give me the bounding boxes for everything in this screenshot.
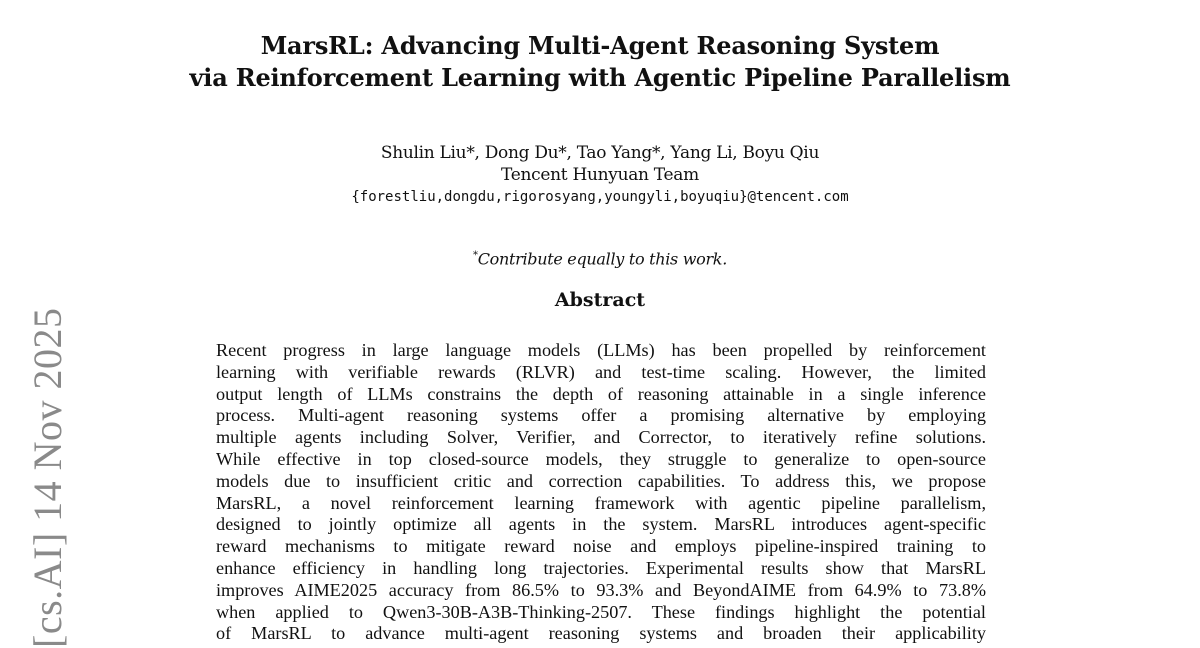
equal-contribution-note xyxy=(0,245,1200,270)
author-block xyxy=(0,142,1200,208)
title-line-2: via Reinforcement Learning with Agentic Pipeline Parallelism xyxy=(189,63,1011,92)
abstract-line: designed to jointly optimize all agents in the system. MarsRL introduces agent-specific xyxy=(216,514,986,535)
abstract-line: Recent progress in large language models (LLMs) has been propelled by reinforcement xyxy=(216,340,986,360)
abstract-line: when applied to Qwen3-30B-A3B-Thinking-2507. These findings highlight the potential xyxy=(216,601,986,622)
abstract-line: reward mechanisms to mitigate reward noise and employs pipeline-inspired training to xyxy=(216,536,986,557)
abstract-line: enhance efficiency in handling long trajectories. Experimental results show that MarsRL xyxy=(216,557,986,578)
author-email[interactable]: {forestliu,dongdu,rigorosyang,youngyli,boyuqiu}@tencent.com xyxy=(351,189,849,205)
abstract-line: improves AIME2025 accuracy from 86.5% to 93.3% and BeyondAIME from 64.9% to 73.8% xyxy=(216,579,986,600)
abstract-line: of MarsRL to advance multi-agent reasoning systems and broaden their applicability xyxy=(216,623,986,644)
paper-title xyxy=(0,30,1200,94)
author-affiliation: Tencent Hunyuan Team xyxy=(501,165,699,185)
abstract-line: learning with verifiable rewards (RLVR) and test-time scaling. However, the limited xyxy=(216,361,986,382)
note-mark: * xyxy=(473,250,478,261)
title-line-1: MarsRL: Advancing Multi-Agent Reasoning System xyxy=(260,31,940,60)
note-text: Contribute equally to this work. xyxy=(477,249,727,269)
abstract-line: models due to insufficient critic and correction capabilities. To address this, we propose xyxy=(216,470,986,491)
abstract-heading: Abstract xyxy=(554,289,646,311)
abstract-line: output length of LLMs constrains the depth of reasoning attainable in a single inference xyxy=(216,383,986,404)
abstract-line: MarsRL, a novel reinforcement learning framework with agentic pipeline parallelism, xyxy=(216,492,986,513)
author-names: Shulin Liu*, Dong Du*, Tao Yang*, Yang Li, Boyu Qiu xyxy=(380,143,820,163)
abstract-line: process. Multi-agent reasoning systems offer a promising alternative by employing xyxy=(216,405,986,426)
abstract-line: While effective in top closed-source models, they struggle to generalize to open-source xyxy=(216,448,986,469)
abstract-line: multiple agents including Solver, Verifier, and Corrector, to iteratively refine solutions. xyxy=(216,427,986,448)
arxiv-side-stamp: [cs.AI] 14 Nov 2025 xyxy=(25,307,70,648)
abstract-body xyxy=(216,340,986,645)
